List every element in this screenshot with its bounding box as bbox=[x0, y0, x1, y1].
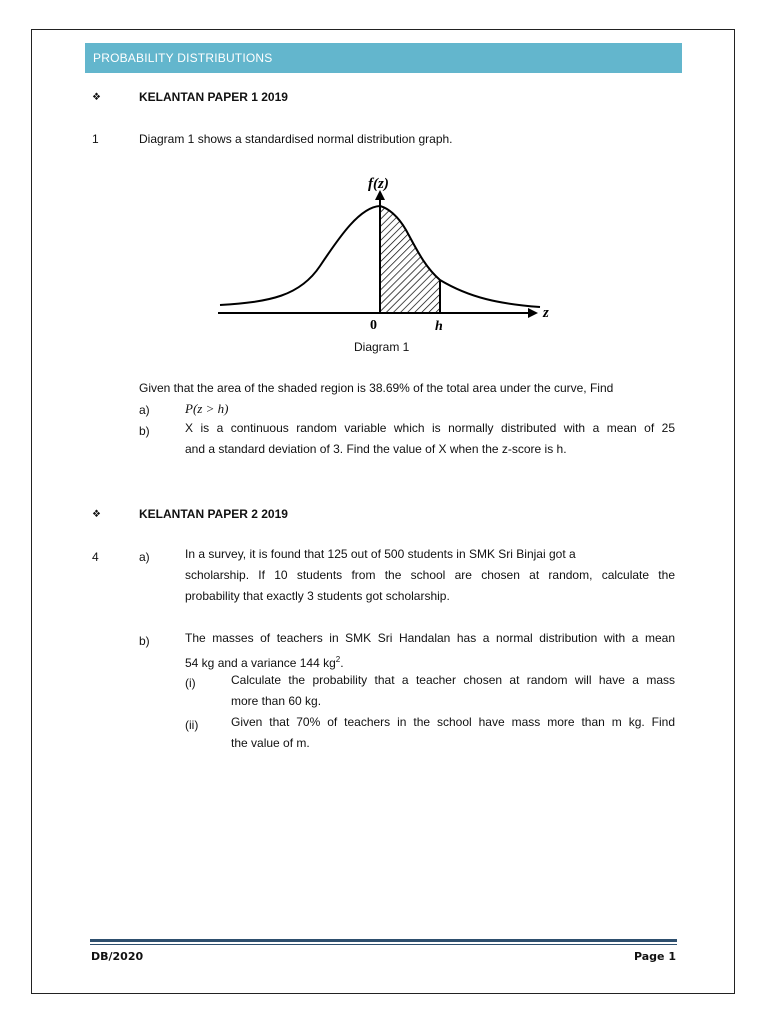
q1-part-a-label: a) bbox=[139, 403, 150, 417]
x-axis-arrow-icon bbox=[528, 308, 538, 318]
q4-sub-ii-label: (ii) bbox=[185, 718, 199, 732]
q1-given: Given that the area of the shaded region is 38.69% of the total area under the curve, Find bbox=[139, 381, 614, 395]
q4-sub-i-text bbox=[231, 670, 675, 712]
chapter-banner: PROBABILITY DISTRIBUTIONS bbox=[85, 43, 682, 73]
h-label: h bbox=[435, 319, 443, 334]
q4-part-a-line3: probability that exactly 3 students got scholarship. bbox=[185, 589, 450, 603]
q4-part-a-line2: scholarship. If 10 students from the school are chosen at random, calculate the bbox=[185, 568, 675, 582]
y-axis-label: f(z) bbox=[368, 176, 389, 192]
footer-page-number: Page 1 bbox=[633, 950, 676, 963]
q4-part-b-line2-text: 54 kg and a variance 144 kg bbox=[185, 656, 336, 670]
q4-sub-i-line2: more than 60 kg. bbox=[231, 694, 322, 708]
q1-part-b-line2: and a standard deviation of 3. Find the value of X when the z-score is h. bbox=[185, 442, 567, 456]
normal-distribution-diagram bbox=[210, 170, 560, 340]
q1-part-b-label: b) bbox=[139, 424, 150, 438]
q4-sub-ii-line2: the value of m. bbox=[231, 736, 310, 750]
q4-number: 4 bbox=[92, 550, 99, 564]
q4-part-b-label: b) bbox=[139, 634, 150, 648]
q4-sub-ii-text bbox=[231, 712, 675, 754]
footer-rule-thin bbox=[90, 944, 677, 945]
q1-part-b-line1: X is a continuous random variable which is normally distributed with a mean of 25 bbox=[185, 421, 675, 435]
q1-number: 1 bbox=[92, 132, 99, 146]
q4-sub-i-line1: Calculate the probability that a teacher chosen at random will have a mass bbox=[231, 673, 675, 687]
diamond-bullet-icon: ❖ bbox=[92, 509, 101, 520]
q4-sub-i-label: (i) bbox=[185, 676, 196, 690]
q4-part-a-label: a) bbox=[139, 550, 150, 564]
origin-label: 0 bbox=[370, 318, 377, 333]
q4-part-b-text bbox=[185, 628, 675, 674]
q4-part-a-line1: In a survey, it is found that 125 out of 500 students in SMK Sri Binjai got a bbox=[185, 547, 576, 561]
x-axis-label: z bbox=[543, 305, 549, 321]
footer-rule-thick bbox=[90, 939, 677, 942]
q4-part-b-line2-end: . bbox=[340, 656, 344, 670]
q4-part-b-line1: The masses of teachers in SMK Sri Handalan has a normal distribution with a mean bbox=[185, 631, 675, 645]
q1-intro: Diagram 1 shows a standardised normal distribution graph. bbox=[139, 132, 453, 146]
q4-sub-ii-line1: Given that 70% of teachers in the school have mass more than m kg. Find bbox=[231, 715, 675, 729]
diamond-bullet-icon: ❖ bbox=[92, 92, 101, 103]
diagram-caption: Diagram 1 bbox=[354, 340, 410, 354]
footer-left: DB/2020 bbox=[91, 950, 144, 963]
section2-heading: KELANTAN PAPER 2 2019 bbox=[139, 507, 288, 521]
q4-part-a-text bbox=[185, 544, 675, 607]
q1-part-b-text bbox=[185, 418, 675, 460]
shaded-region bbox=[380, 206, 440, 313]
q4-part-b-superscript: 2 bbox=[335, 655, 341, 664]
section1-heading: KELANTAN PAPER 1 2019 bbox=[139, 90, 288, 104]
q1-part-a-expression: P(z > h) bbox=[185, 401, 229, 416]
